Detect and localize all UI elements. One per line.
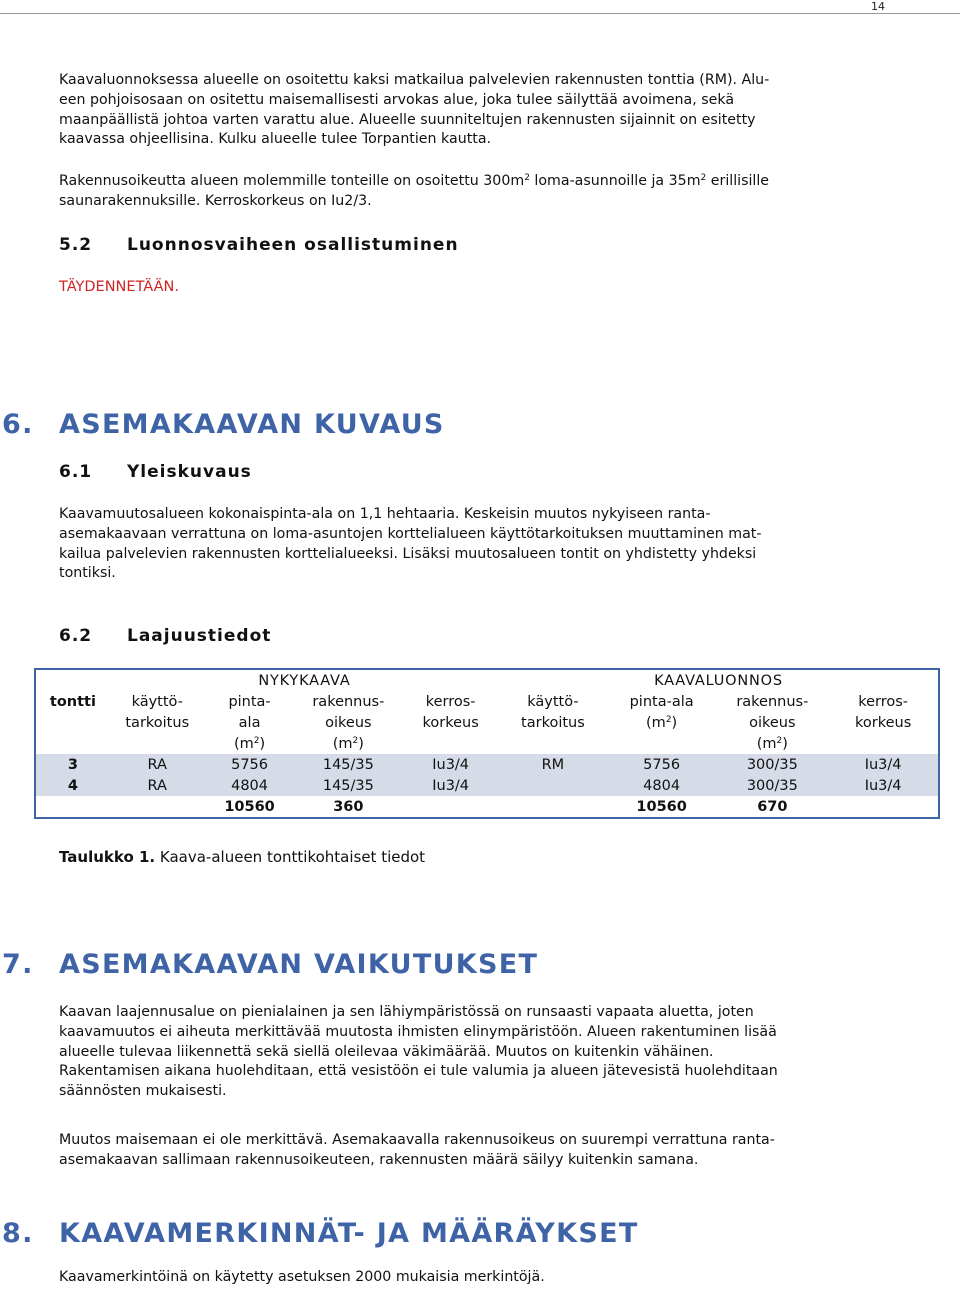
paragraph-kaavaluonnos xyxy=(59,71,889,150)
heading-8: 8. KAAVAMERKINNÄT- JA MÄÄRÄYKSET xyxy=(2,1218,639,1249)
table-row: 3 RA 5756 145/35 Iu3/4 RM 5756 300/35 Iu3/4 xyxy=(35,754,939,775)
col-rakennusoikeus: rakennus- xyxy=(736,693,809,710)
page-number: 14 xyxy=(871,0,885,13)
group-header-row xyxy=(35,669,939,691)
col-rakennusoikeus: oikeus xyxy=(325,714,372,731)
text-line: tontiksi. xyxy=(59,565,116,582)
col-tontti: tontti xyxy=(49,693,96,710)
col-pinta-ala: ala xyxy=(238,714,261,731)
heading-5-2: 5.2 Luonnosvaiheen osallistuminen xyxy=(59,235,459,255)
col-unit: $(m^2)$ xyxy=(233,735,266,752)
text-line: maanpäällistä johtoa varten varattu alue. Alueelle suunniteltujen rakennusten sijainnit on esitetty xyxy=(59,111,756,128)
col-rakennusoikeus: rakennus- xyxy=(312,693,385,710)
col-kayttotarkoitus: tarkoitus xyxy=(125,714,190,731)
col-kerroskorkeus: kerros- xyxy=(858,693,909,710)
header-row-2 xyxy=(35,712,939,733)
col-kerroskorkeus: korkeus xyxy=(854,714,912,731)
group-kaavaluonnos: KAAVALUONNOS xyxy=(654,672,783,689)
heading-6: 6. ASEMAKAAVAN KUVAUS xyxy=(2,409,445,440)
col-pinta-ala: pinta-ala xyxy=(629,693,694,710)
text-line: Kaavamerkintöinä on käytetty asetuksen 2000 mukaisia merkintöjä. xyxy=(59,1269,545,1285)
heading-6-2: 6.2 Laajuustiedot xyxy=(59,626,272,646)
col-kayttotarkoitus: käyttö- xyxy=(527,693,579,710)
header-rule xyxy=(0,13,960,14)
totals-row: 10560 360 10560 670 xyxy=(224,798,788,815)
text-line: Rakennusoikeutta alueen molemmille tonteille on osoitettu $300m^2$ loma-asunnoille ja $35m^2$ erillisille xyxy=(59,173,770,189)
col-unit: $(m^2)$ xyxy=(756,735,788,752)
header-row-3 xyxy=(35,733,939,754)
col-kerroskorkeus: kerros- xyxy=(425,693,476,710)
text-line: Kaavamuutosalueen kokonaispinta-ala on 1,1 hehtaaria. Keskeisin muutos nykyiseen ranta- xyxy=(59,506,711,522)
col-rakennusoikeus: oikeus xyxy=(749,714,796,731)
text-line: kaavamuutos ei aiheuta merkittävää muutosta ihmisten elinympäristöön. Alueen rakentuminen lisää xyxy=(59,1023,777,1040)
paragraph-rakennusoikeus xyxy=(59,172,889,212)
col-kayttotarkoitus: tarkoitus xyxy=(521,714,585,731)
text-line: kailua palvelevien rakennusten korttelialueeksi. Lisäksi muutosalueen tontit on yhdistetty yhdeksi xyxy=(59,545,757,562)
laajuustiedot-table xyxy=(34,668,940,819)
paragraph-maisema xyxy=(59,1131,889,1171)
text-line: asemakaavaan verrattuna on loma-asuntojen korttelialueen käyttötarkoituksen muuttaminen mat- xyxy=(59,525,762,542)
text-line: Muutos maisemaan ei ole merkittävä. Asemakaavalla rakennusoikeus on suurempi verrattuna ranta- xyxy=(59,1132,775,1148)
col-unit: $(m^2)$ xyxy=(646,714,678,731)
col-unit: $(m^2)$ xyxy=(332,735,364,752)
col-kayttotarkoitus: käyttö- xyxy=(131,693,183,710)
text-line: Rakentamisen aikana huolehditaan, että vesistöön ei tule valumia ja alueen jätevesistä huolehditaan xyxy=(59,1063,778,1080)
col-kerroskorkeus: korkeus xyxy=(422,714,479,731)
table-caption: Taulukko 1. Kaava-alueen tonttikohtaiset tiedot xyxy=(59,848,426,866)
text-line: säännösten mukaisesti. xyxy=(59,1083,227,1100)
header-row-1 xyxy=(35,691,939,712)
group-nykykaava: NYKYKAAVA xyxy=(258,672,351,689)
paragraph-merkinnat xyxy=(59,1268,889,1288)
heading-6-1: 6.1 Yleiskuvaus xyxy=(59,462,252,482)
text-line: een pohjoisosaan on ositettu maisemallisesti arvokas alue, joka tulee säilyttää avoimena, sekä xyxy=(59,91,735,108)
text-line: kaavassa ohjeellisina. Kulku alueelle tulee Torpantien kautta. xyxy=(59,131,492,148)
text-line: saunarakennuksille. Kerroskorkeus on Iu2/3. xyxy=(59,192,372,209)
paragraph-yleiskuvaus xyxy=(59,505,889,584)
paragraph-vaikutukset xyxy=(59,1003,889,1102)
table-row: 4 RA 4804 145/35 Iu3/4 4804 300/35 Iu3/4 xyxy=(35,775,939,796)
heading-7: 7. ASEMAKAAVAN VAIKUTUKSET xyxy=(2,949,539,980)
todo-note: TÄYDENNETÄÄN. xyxy=(59,279,179,295)
text-line: Kaavaluonnoksessa alueelle on osoitettu kaksi matkailua palvelevien rakennusten tonttia (RM). Alu- xyxy=(59,72,770,88)
text-line: asemakaavan sallimaan rakennusoikeuteen, rakennusten määrä säilyy kuitenkin samana. xyxy=(59,1151,699,1168)
text-line: Kaavan laajennusalue on pienialainen ja sen lähiympäristössä on runsaasti vapaata aluetta, joten xyxy=(59,1004,754,1020)
col-pinta-ala: pinta- xyxy=(228,693,271,710)
text-line: alueelle tulevaa liikennettä sekä siellä oleilevaa väkimäärää. Muutos on kuitenkin vähäinen. xyxy=(59,1043,714,1060)
